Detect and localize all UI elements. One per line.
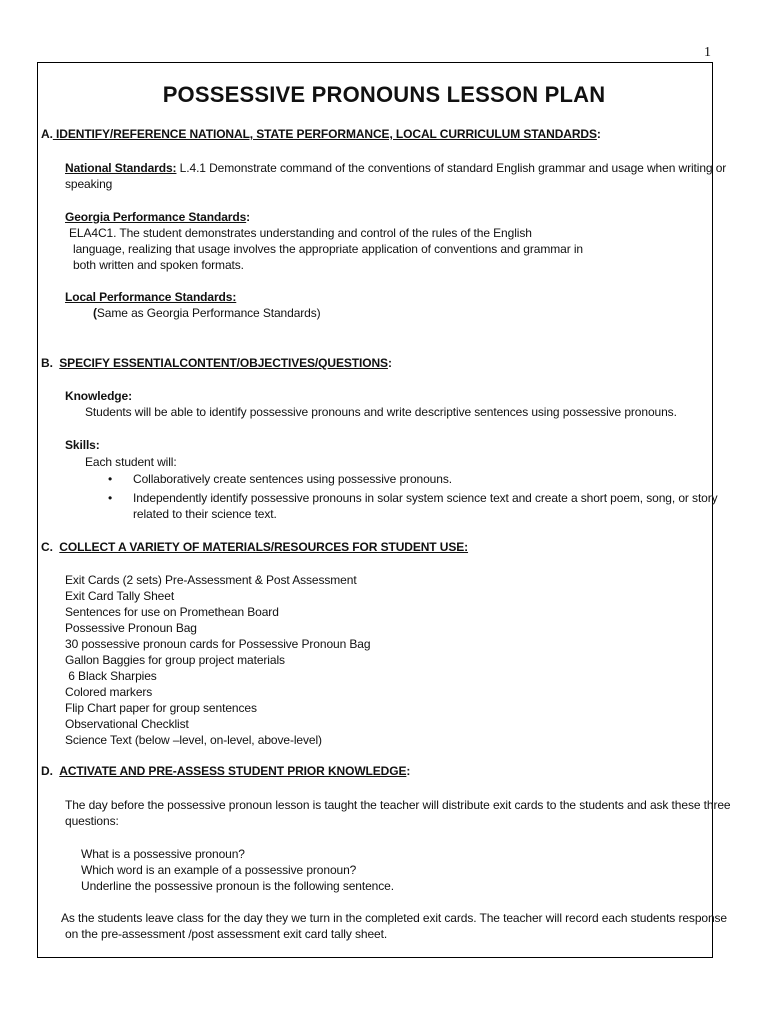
section-c-heading-text: COLLECT A VARIETY OF MATERIALS/RESOURCES FOR STUDENT USE: — [59, 540, 469, 554]
section-b-heading — [41, 355, 392, 371]
page-number: 1 — [704, 45, 711, 60]
section-a-letter: A. — [41, 127, 53, 141]
list-item: Flip Chart paper for group sentences — [65, 701, 257, 715]
section-c-heading — [41, 539, 468, 555]
skills-intro: Each student will: — [85, 455, 177, 469]
georgia-standards-line-2: language, realizing that usage involves the appropriate application of conventions and grammar in — [73, 242, 583, 256]
national-standards-line — [65, 160, 726, 176]
section-a-heading-text: IDENTIFY/REFERENCE NATIONAL, STATE PERFORMANCE, LOCAL CURRICULUM STANDARDS — [52, 127, 597, 141]
section-d-closing-line-2: on the pre-assessment /post assessment exit card tally sheet. — [65, 927, 388, 941]
bullet-icon: • — [108, 491, 113, 505]
georgia-standards-line-3: both written and spoken formats. — [73, 258, 244, 272]
skills-label: Skills: — [65, 438, 100, 452]
list-item: Exit Cards (2 sets) Pre-Assessment & Post Assessment — [65, 573, 357, 587]
georgia-standards-label: Georgia Performance Standards — [65, 210, 247, 224]
georgia-standards-heading — [65, 209, 250, 225]
list-item: Exit Card Tally Sheet — [65, 589, 175, 603]
list-item: Observational Checklist — [65, 717, 189, 731]
section-d-heading-text: ACTIVATE AND PRE-ASSESS STUDENT PRIOR KNOWLEDGE — [59, 764, 407, 778]
section-d-closing-line-1: As the students leave class for the day they we turn in the completed exit cards. The teacher will record each students response — [61, 911, 728, 925]
georgia-standards-line-1: ELA4C1. The student demonstrates understanding and control of the rules of the English — [69, 226, 532, 240]
national-standards-text: L.4.1 Demonstrate command of the conventions of standard English grammar and usage when writing or — [176, 161, 727, 175]
skills-bullet-1: Collaboratively create sentences using possessive pronouns. — [133, 472, 452, 486]
list-item: Science Text (below –level, on-level, above-level) — [65, 733, 322, 747]
local-standards-label: Local Performance Standards: — [65, 290, 237, 304]
section-a-colon: : — [596, 127, 601, 141]
list-item: 30 possessive pronoun cards for Possessive Pronoun Bag — [65, 637, 371, 651]
section-a-heading — [41, 126, 601, 142]
question-2: Which word is an example of a possessive pronoun? — [81, 863, 357, 877]
local-standards-paren: ( — [93, 306, 97, 320]
section-c-letter: C. — [41, 540, 53, 554]
knowledge-label: Knowledge: — [65, 389, 132, 403]
local-standards-text: Same as Georgia Performance Standards) — [96, 306, 321, 320]
section-d-heading — [41, 763, 410, 779]
section-b-heading-text: SPECIFY ESSENTIALCONTENT/OBJECTIVES/QUESTIONS — [59, 356, 388, 370]
section-d-colon: : — [406, 764, 411, 778]
skills-bullet-2-line-1: Independently identify possessive pronouns in solar system science text and create a short poem, song, or story — [133, 491, 718, 505]
section-b-colon: : — [387, 356, 392, 370]
list-item: 6 Black Sharpies — [65, 669, 157, 683]
question-1: What is a possessive pronoun? — [81, 847, 245, 861]
list-item: Possessive Pronoun Bag — [65, 621, 197, 635]
question-3: Underline the possessive pronoun is the following sentence. — [81, 879, 394, 893]
georgia-standards-colon: : — [246, 210, 251, 224]
national-standards-label: National Standards: — [65, 161, 177, 175]
knowledge-text: Students will be able to identify possessive pronouns and write descriptive sentences using possessive pronouns. — [85, 405, 677, 419]
list-item: Gallon Baggies for group project materials — [65, 653, 285, 667]
section-d-letter: D. — [41, 764, 53, 778]
local-standards-text-line — [93, 305, 321, 321]
section-d-intro-line-1: The day before the possessive pronoun lesson is taught the teacher will distribute exit cards to the students and ask these three — [65, 798, 731, 812]
bullet-icon: • — [108, 472, 113, 486]
list-item: Colored markers — [65, 685, 153, 699]
national-standards-text-cont: speaking — [65, 177, 113, 191]
section-d-intro-line-2: questions: — [65, 814, 119, 828]
section-b-letter: B. — [41, 356, 53, 370]
page-title: POSSESSIVE PRONOUNS LESSON PLAN — [162, 82, 606, 107]
materials-list — [65, 572, 370, 748]
list-item: Sentences for use on Promethean Board — [65, 605, 279, 619]
skills-bullet-2-line-2: related to their science text. — [133, 507, 277, 521]
